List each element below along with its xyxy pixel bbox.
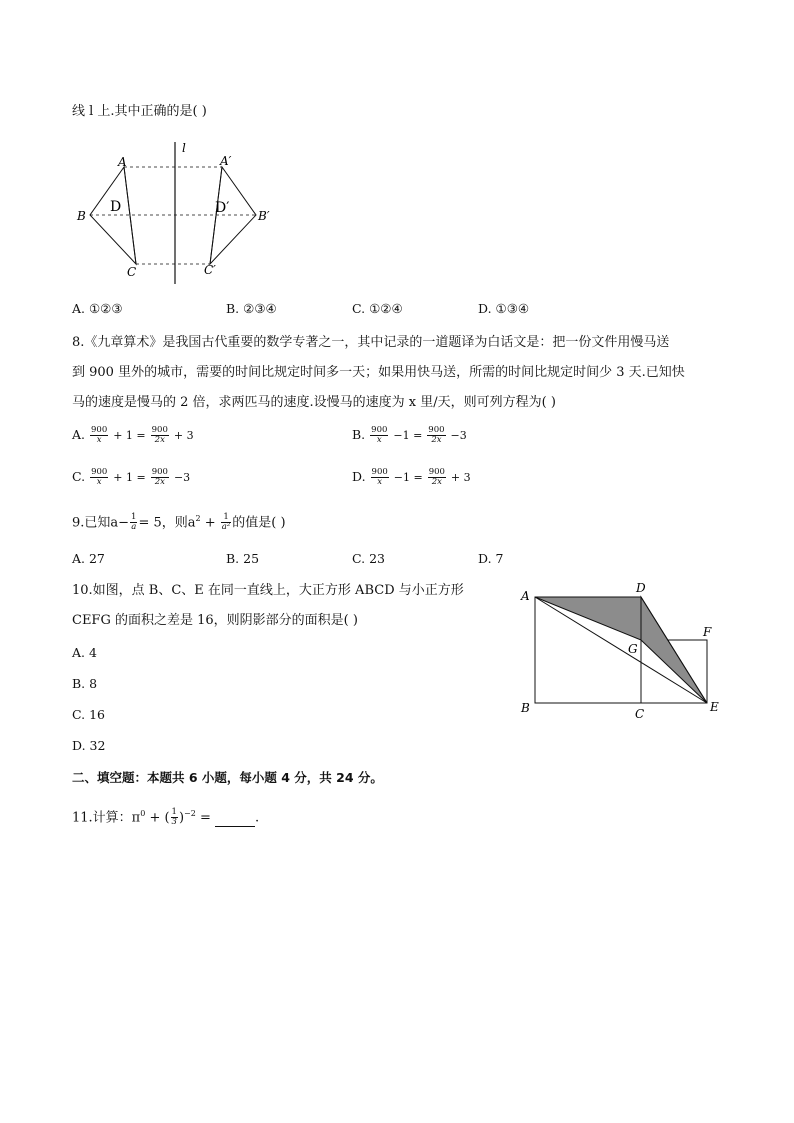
- label-D-prime: D′: [215, 200, 230, 216]
- label-G: G: [628, 642, 638, 656]
- q8-stem-line-2: 到 900 里外的城市，需要的时间比规定时间多一天；如果用快马送，所需的时间比规定时间少 3 天.已知快: [72, 365, 685, 380]
- q10-option-c[interactable]: C. 16: [72, 707, 105, 722]
- q9-option-a[interactable]: A. 27: [72, 551, 105, 566]
- q11-stem: 11.计算：$\pi^0$ + ( $\frac{1}{3}$ )$^{-2}$ = .: [72, 807, 260, 828]
- fraction: $\frac{900}{2x}$: [151, 467, 168, 487]
- q7-option-c[interactable]: C. ①②④: [352, 301, 403, 316]
- q10-option-b[interactable]: B. 8: [72, 676, 98, 691]
- label-C: C: [635, 707, 645, 721]
- fraction: $\frac{900}{x}$: [91, 425, 108, 445]
- q10-option-a[interactable]: A. 4: [72, 645, 97, 660]
- option-label: D.: [352, 469, 366, 484]
- fraction: $\frac{900}{x}$: [371, 425, 388, 445]
- label-B: B: [77, 209, 86, 223]
- q9-option-b[interactable]: B. 25: [226, 551, 260, 566]
- label-C-prime: C′: [204, 263, 216, 277]
- fraction: $\frac{900}{2x}$: [428, 425, 445, 445]
- label-C: C: [127, 265, 137, 279]
- q9-option-c[interactable]: C. 23: [352, 551, 385, 566]
- q7-option-a[interactable]: A. ①②③: [72, 301, 123, 316]
- fraction: $\frac{900}{x}$: [91, 467, 108, 487]
- q10-stem-line-1: 10.如图，点 B、C、E 在同一直线上，大正方形 ABCD 与小正方形: [72, 583, 464, 598]
- q10-stem-line-2: CEFG 的面积之差是 16，则阴影部分的面积是( ): [72, 613, 358, 628]
- q8-option-a[interactable]: A. $\frac{900}{x}$ + 1 = $\frac{900}{2x}$ + 3: [72, 425, 194, 445]
- label-A: A: [118, 155, 127, 169]
- q9-stem: 9.已知a− $\frac{1}{a}$ = 5，则$a^2$ + $\frac{1}{\text{a²}}$ 的值是( ): [72, 512, 286, 533]
- fraction: $\frac{900}{2x}$: [151, 425, 168, 445]
- fraction: $\frac{900}{x}$: [371, 467, 388, 487]
- q8-stem-line-1: 8.《九章算术》是我国古代重要的数学专著之一，其中记录的一道题译为白话文是：把一份文件用慢马送: [72, 335, 670, 350]
- q8-stem-line-3: 马的速度是慢马的 2 倍，求两匹马的速度.设慢马的速度为 x 里/天，则可列方程为( ): [72, 395, 556, 410]
- option-label: C.: [72, 469, 86, 484]
- label-A: A: [521, 589, 530, 603]
- q8-option-b[interactable]: B. $\frac{900}{x}$ −1 = $\frac{900}{2x}$ −3: [352, 425, 467, 445]
- q7-reflection-figure: [72, 138, 282, 286]
- label-A-prime: A′: [220, 154, 232, 168]
- label-D: D: [636, 581, 646, 595]
- q7-option-b[interactable]: B. ②③④: [226, 301, 277, 316]
- q9-option-d[interactable]: D. 7: [478, 551, 504, 566]
- fraction: $\frac{900}{2x}$: [428, 467, 445, 487]
- label-B-prime: B′: [258, 209, 270, 223]
- option-label: A.: [72, 427, 86, 442]
- label-B: B: [521, 701, 530, 715]
- label-l: l: [182, 141, 186, 155]
- label-E: E: [710, 700, 719, 714]
- label-F: F: [703, 625, 712, 639]
- option-label: B.: [352, 427, 366, 442]
- q7-stem-tail: 线 l 上.其中正确的是( ): [72, 104, 207, 119]
- answer-blank[interactable]: [215, 814, 255, 827]
- label-D: D: [110, 199, 122, 215]
- q10-option-d[interactable]: D. 32: [72, 738, 106, 753]
- q7-option-d[interactable]: D. ①③④: [478, 301, 530, 316]
- q8-option-d[interactable]: D. $\frac{900}{x}$ −1 = $\frac{900}{2x}$ + 3: [352, 467, 471, 487]
- section-2-heading: 二、填空题：本题共 6 小题，每小题 4 分，共 24 分。: [72, 770, 383, 785]
- shaded-region-upper: [535, 597, 641, 640]
- q8-option-c[interactable]: C. $\frac{900}{x}$ + 1 = $\frac{900}{2x}$ −3: [72, 467, 191, 487]
- q10-squares-figure: [515, 578, 727, 724]
